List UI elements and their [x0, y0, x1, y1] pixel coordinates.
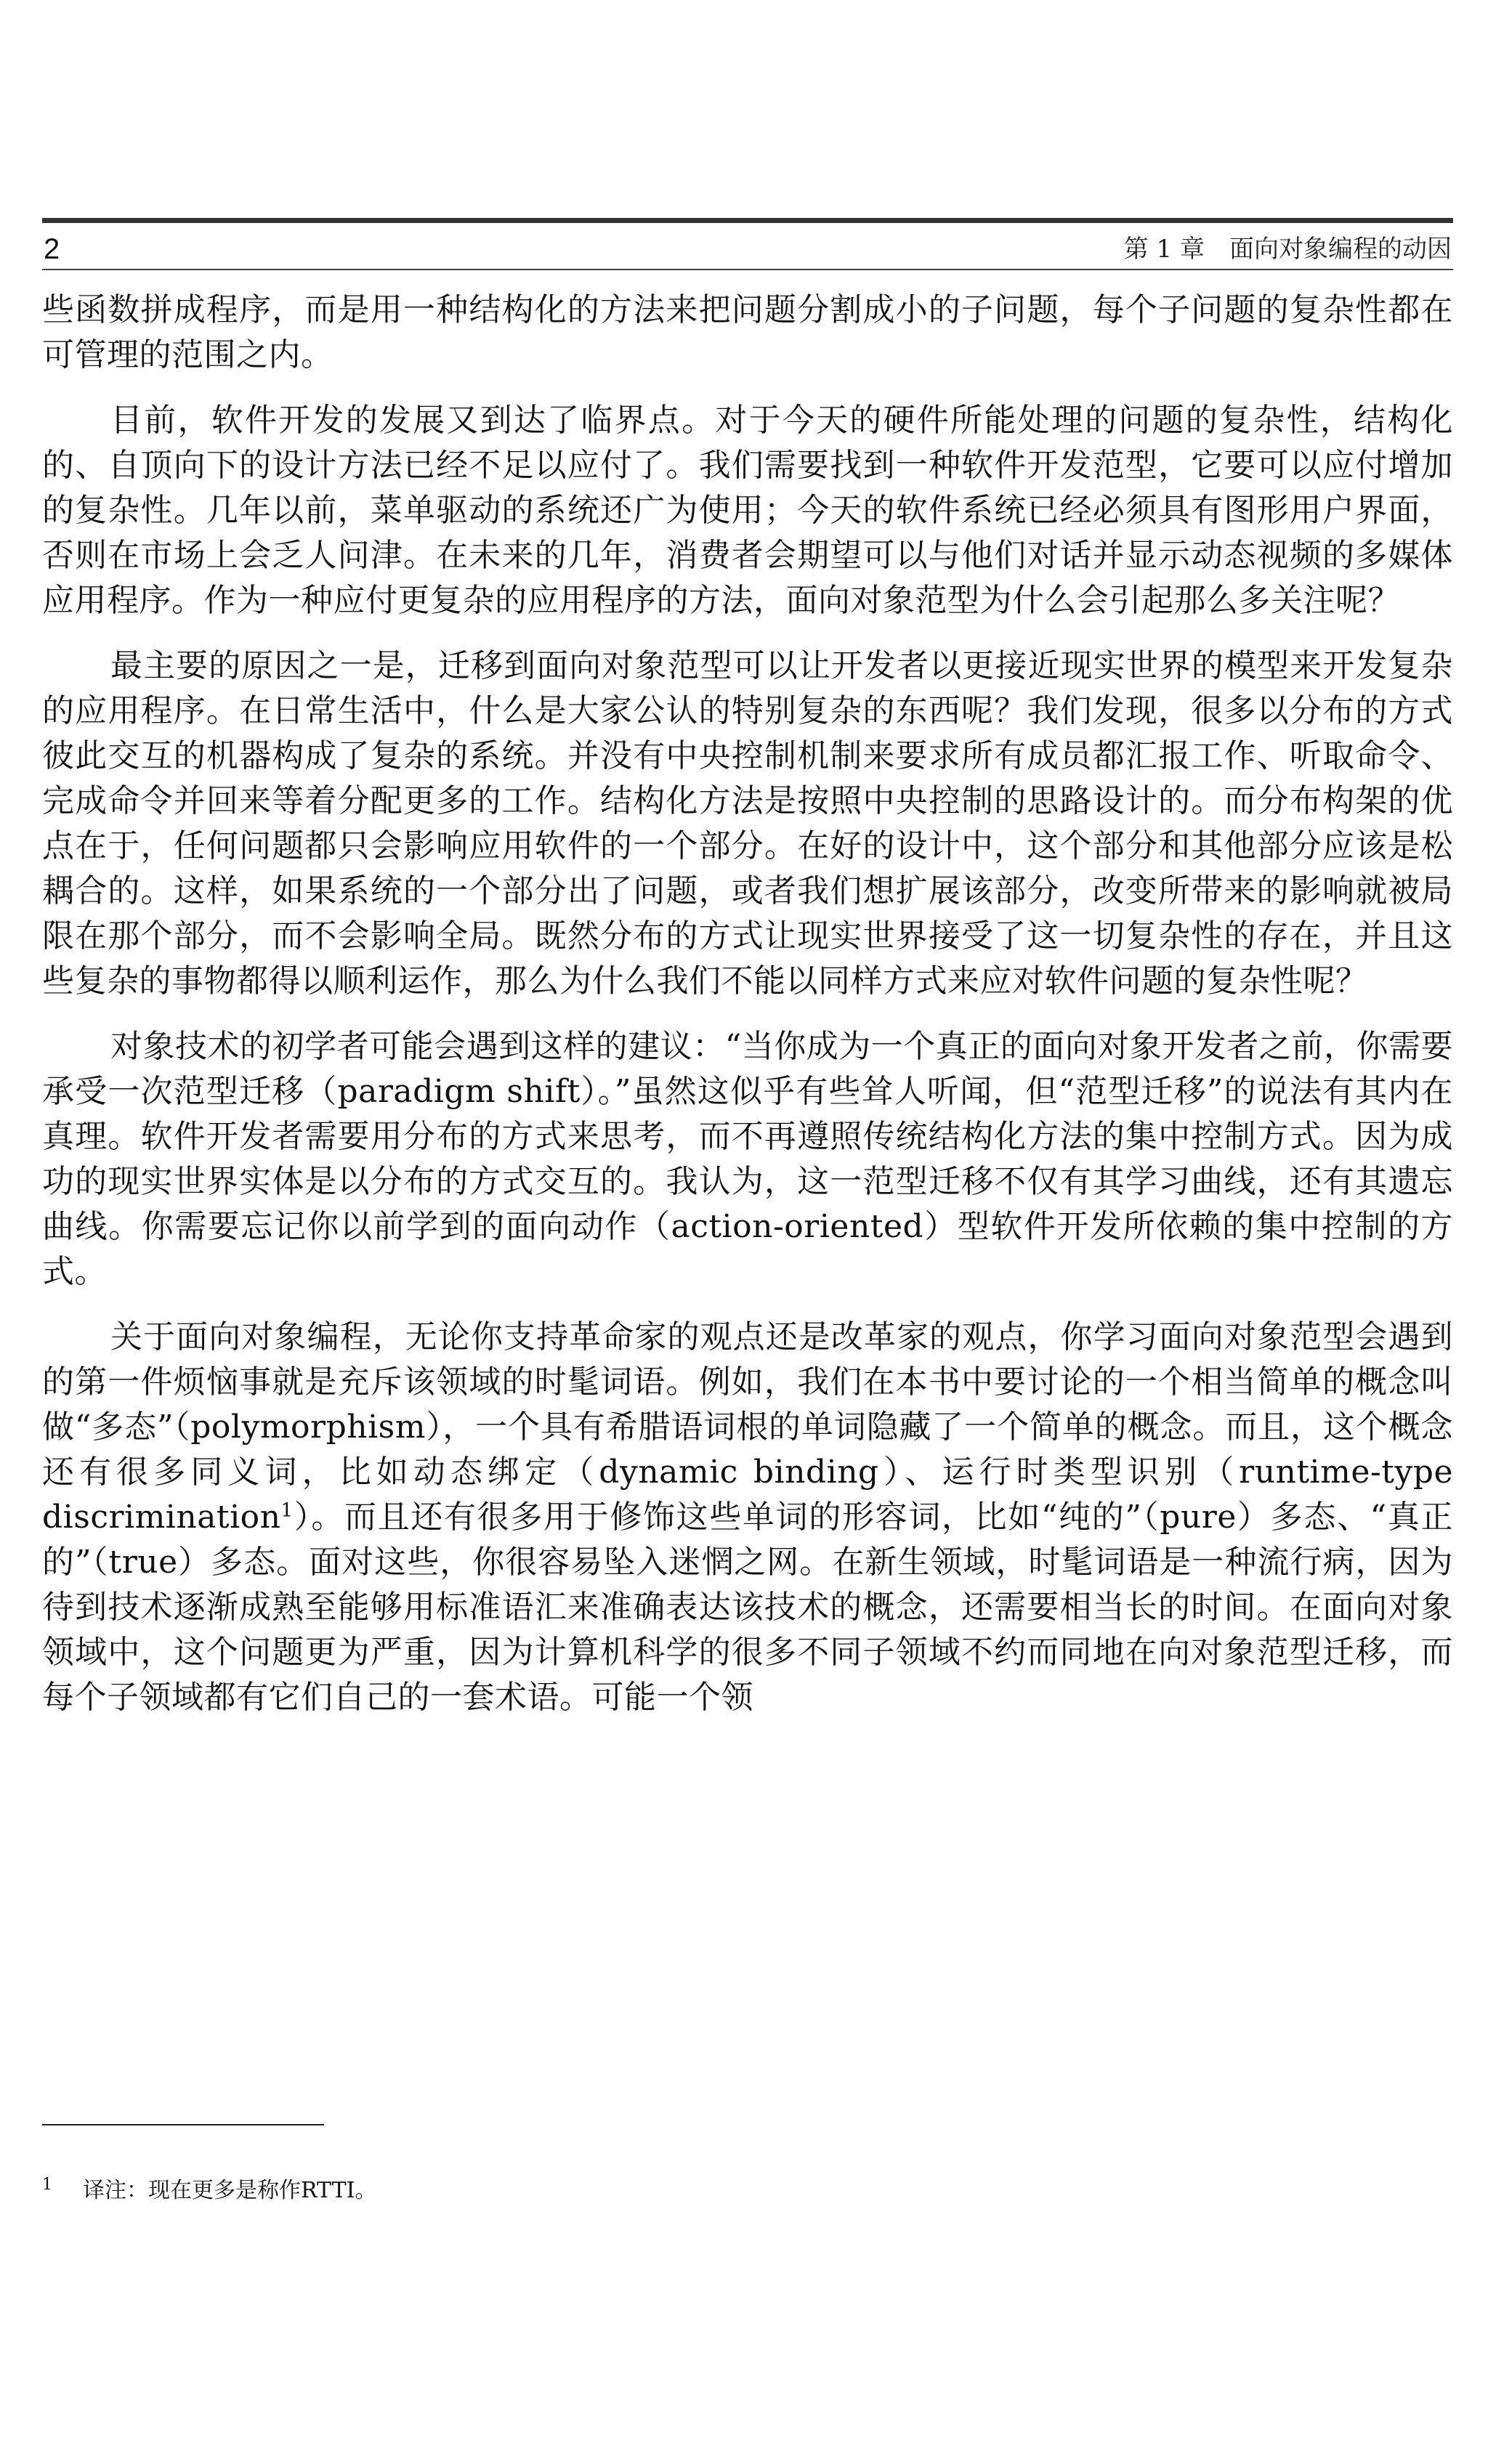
paragraph-buzzwords-text-b: ）。而且还有很多用于修饰这些单词的形容词，比如“纯的”（pure）多态、“真正的”（true）多态。面对这些，你很容易坠入迷惘之网。在新生领域，时髦词语是一种流行病，因为待到技术逐渐成熟至能够用标准语汇来准确表达该技术的概念，还需要相当长的时间。在面向对象领域中，这个问题更为严重，因为计算机科学的很多不同子领域不约而同地在向对象范型迁移，而每个子领域都有它们自己的一套术语。可能一个领: [42, 1499, 1453, 1716]
chapter-title: 第 1 章 面向对象编程的动因: [1123, 235, 1452, 264]
paragraph-continuation: 些函数拼成程序，而是用一种结构化的方法来把问题分割成小的子问题，每个子问题的复杂性都在可管理的范围之内。: [42, 291, 1453, 373]
body-text: [42, 288, 1453, 1740]
paragraph-software-crisis: 目前，软件开发的发展又到达了临界点。对于今天的硬件所能处理的问题的复杂性，结构化的、自顶向下的设计方法已经不足以应付了。我们需要找到一种软件开发范型，它要可以应付增加的复杂性。几年以前，菜单驱动的系统还广为使用；今天的软件系统已经必须具有图形用户界面，否则在市场上会乏人问津。在未来的几年，消费者会期望可以与他们对话并显示动态视频的多媒体应用程序。作为一种应付更复杂的应用程序的方法，面向对象范型为什么会引起那么多关注呢？: [42, 402, 1453, 619]
paragraph-buzzwords-text-a: 关于面向对象编程，无论你支持革命家的观点还是改革家的观点，你学习面向对象范型会遇到的第一件烦恼事就是充斥该领域的时髦词语。例如，我们在本书中要讨论的一个相当简单的概念叫做“多态”（polymorphism），一个具有希腊语词根的单词隐藏了一个简单的概念。而且，这个概念还有很多同义词，比如动态绑定（dynamic binding）、运行时类型识别（runtime-type discrimination: [42, 1318, 1453, 1536]
footnote-reference: 1: [280, 1499, 294, 1522]
paragraph-distributed-systems: 最主要的原因之一是，迁移到面向对象范型可以让开发者以更接近现实世界的模型来开发复杂的应用程序。在日常生活中，什么是大家公认的特别复杂的东西呢？我们发现，很多以分布的方式彼此交互的机器构成了复杂的系统。并没有中央控制机制来要求所有成员都汇报工作、听取命令、完成命令并回来等着分配更多的工作。结构化方法是按照中央控制的思路设计的。而分布构架的优点在于，任何问题都只会影响应用软件的一个部分。在好的设计中，这个部分和其他部分应该是松耦合的。这样，如果系统的一个部分出了问题，或者我们想扩展该部分，改变所带来的影响就被局限在那个部分，而不会影响全局。既然分布的方式让现实世界接受了这一切复杂性的存在，并且这些复杂的事物都得以顺利运作，那么为什么我们不能以同样方式来应对软件问题的复杂性呢？: [42, 647, 1453, 1000]
paragraph-paradigm-shift: 对象技术的初学者可能会遇到这样的建议：“当你成为一个真正的面向对象开发者之前，你需要承受一次范型迁移（paradigm shift）。”虽然这似乎有些耸人听闻，但“范型迁移”的说法有其内在真理。软件开发者需要用分布的方式来思考，而不再遵照传统结构化方法的集中控制方式。因为成功的现实世界实体是以分布的方式交互的。我认为，这一范型迁移不仅有其学习曲线，还有其遗忘曲线。你需要忘记你以前学到的面向动作（action-oriented）型软件开发所依赖的集中控制的方式。: [42, 1028, 1453, 1290]
footnote: [42, 2176, 1423, 2205]
footnote-divider: [42, 2124, 324, 2125]
paragraph-buzzwords: [42, 1315, 1453, 1720]
page-header: [42, 218, 1453, 270]
page-number: 2: [44, 233, 60, 265]
footnote-text: 译注：现在更多是称作RTTI。: [83, 2178, 377, 2203]
footnote-mark: 1: [42, 2176, 52, 2194]
